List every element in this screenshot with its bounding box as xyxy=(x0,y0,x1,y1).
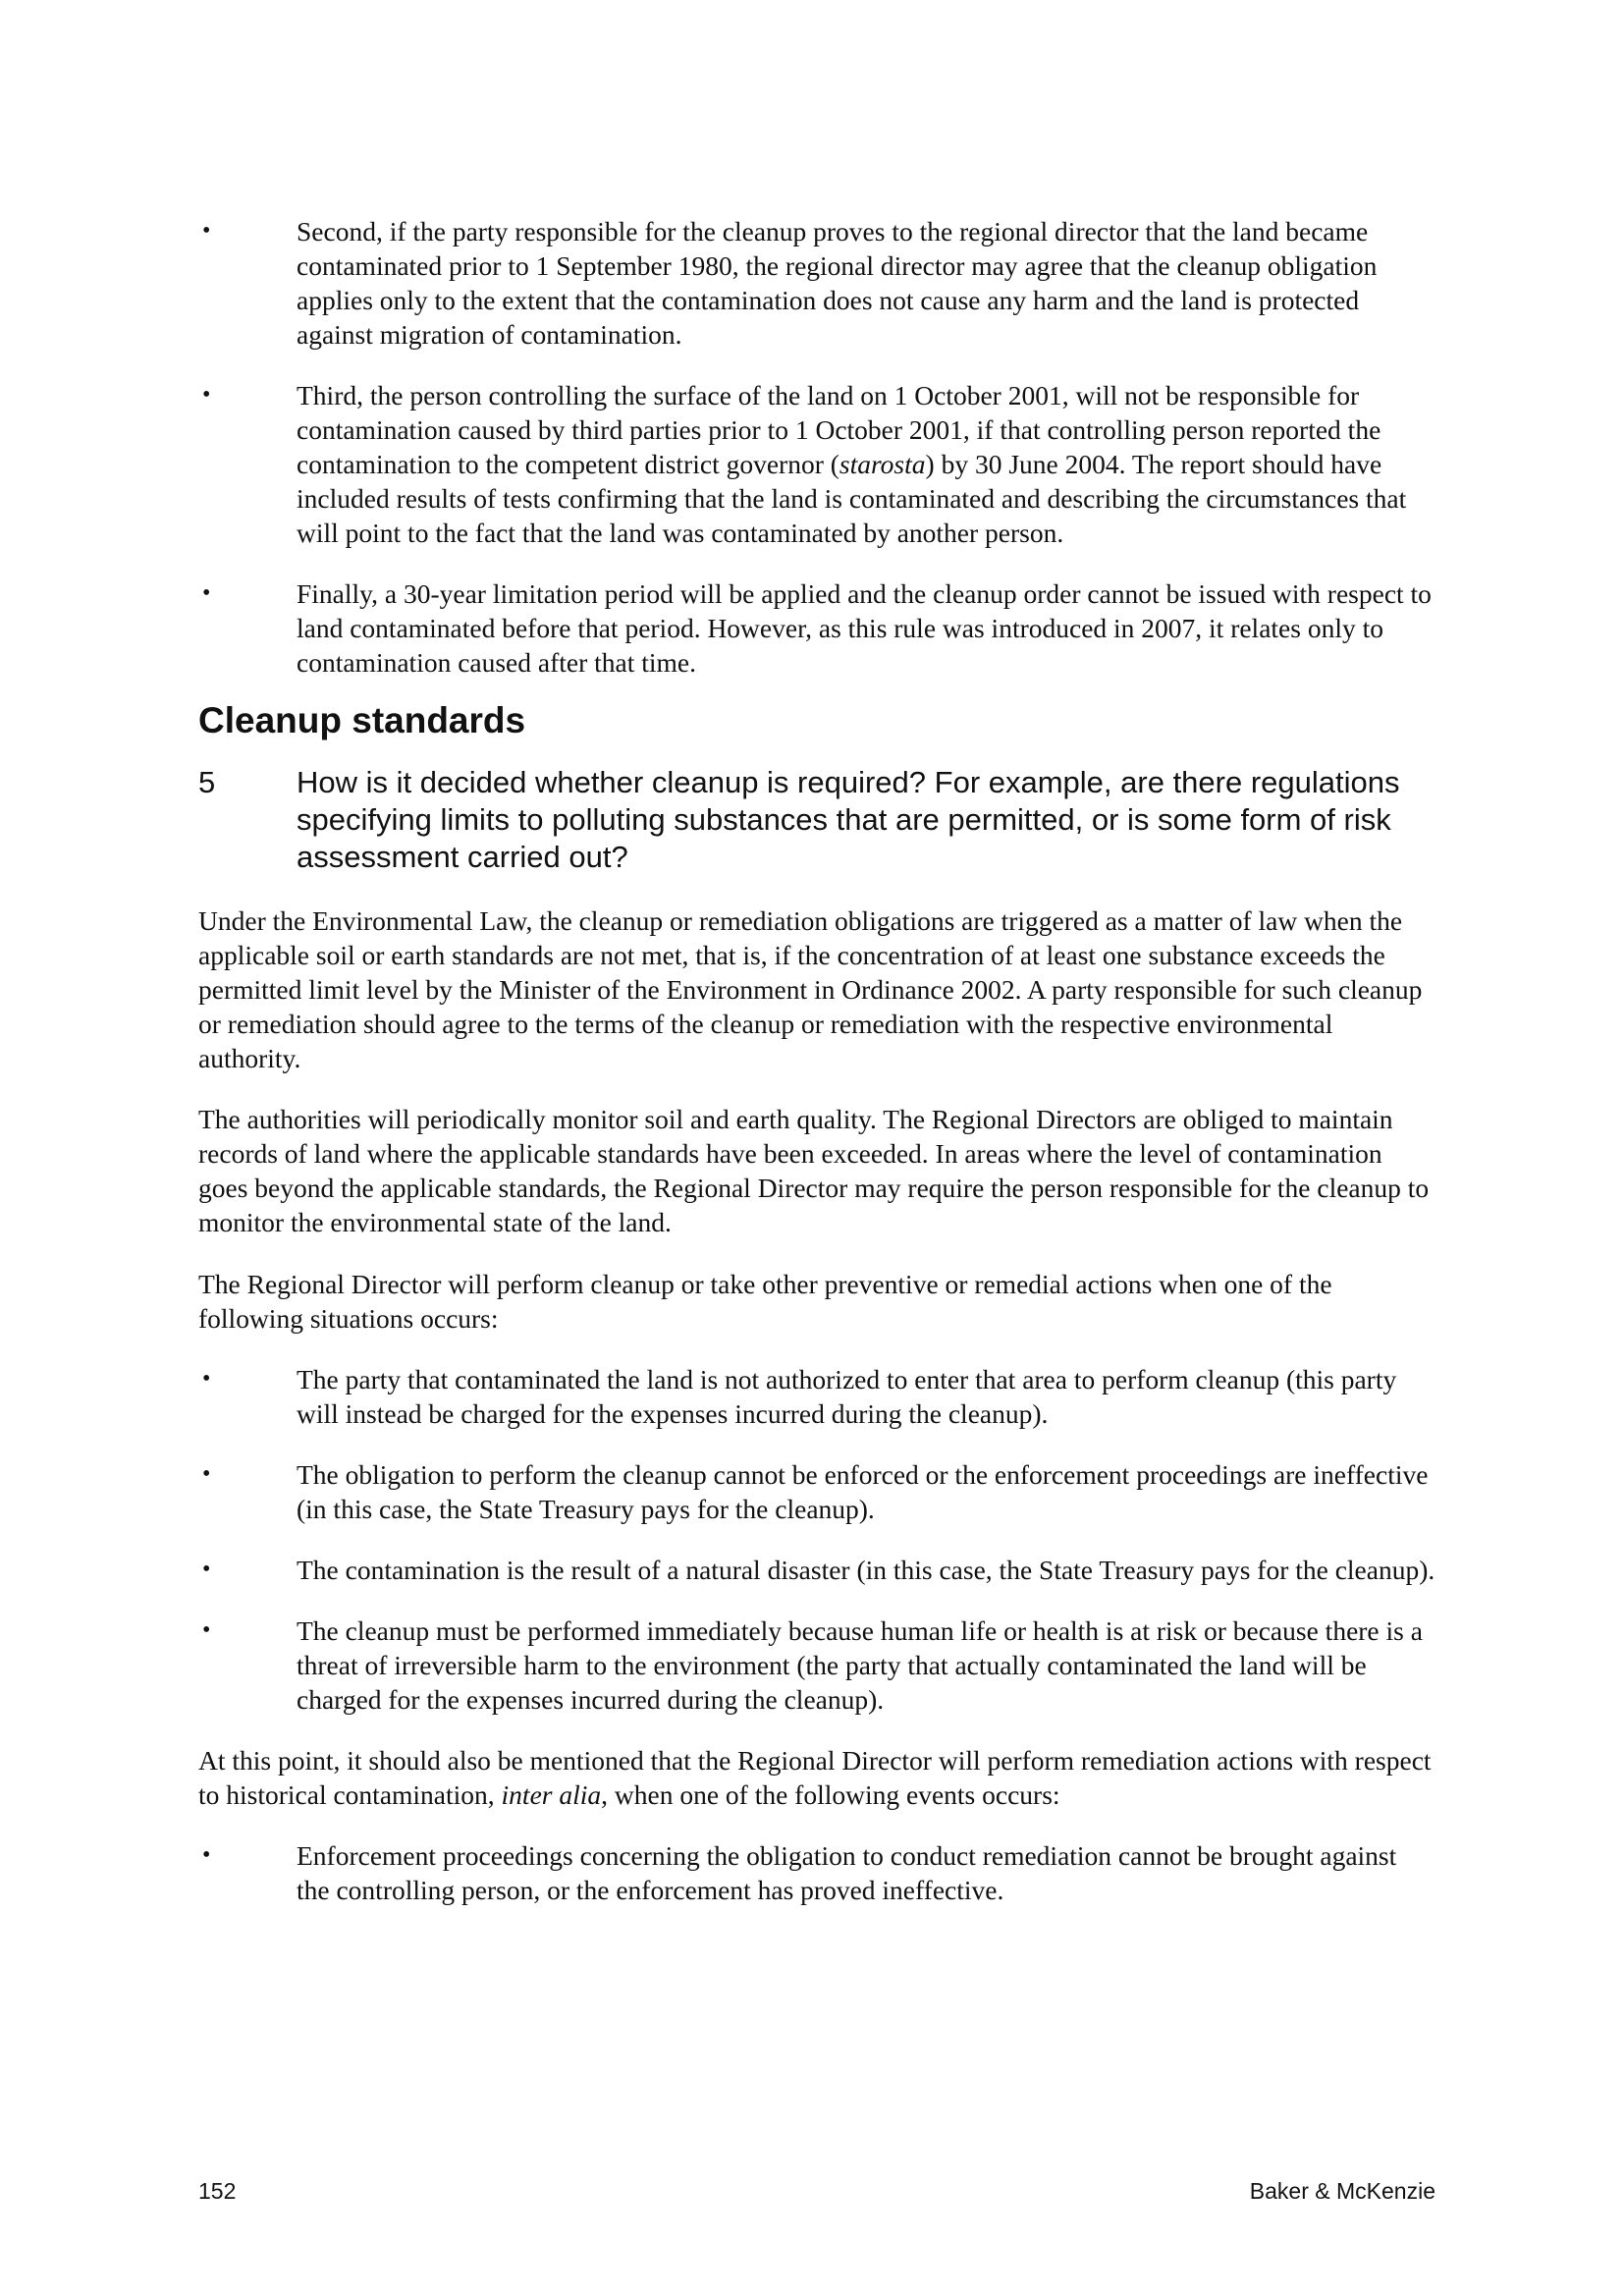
bullet-icon: • xyxy=(202,218,211,244)
bullet-item xyxy=(198,1457,1435,1526)
section-heading: Cleanup standards xyxy=(198,700,526,740)
question xyxy=(198,764,1435,876)
bullet-item xyxy=(198,1553,1435,1587)
question-text: How is it decided whether cleanup is required? For example, are there regulations specifying limits to polluting substances that are permitted, or is some form of risk assessment carried out? xyxy=(297,765,1400,874)
bullet-icon: • xyxy=(202,382,211,408)
question-number: 5 xyxy=(198,765,216,799)
bullet-text: Third, the person controlling the surface of the land on 1 October 2001, will not be responsible for contamination caused by third parties prior to 1 October 2001, if that controlling person reported the contamination to the competent district governor ( xyxy=(297,380,1381,479)
body-paragraph: The authorities will periodically monitor soil and earth quality. The Regional Directors are obliged to maintain records of land where the applicable standards have been exceeded. In areas where the level of contamination goes beyond the applicable standards, the Regional Director may require the person responsible for the cleanup to monitor the environmental state of the land. xyxy=(198,1104,1430,1237)
bullet-icon: • xyxy=(202,580,211,606)
body-paragraph: Under the Environmental Law, the cleanup or remediation obligations are triggered as a matter of law when the applicable soil or earth standards are not met, that is, if the concentration of at least one substance exceeds the permitted limit level by the Minister of the Environment in Ordinance 2002. A party responsible for such cleanup or remediation should agree to the terms of the cleanup or remediation with the respective environmental authority. xyxy=(198,904,1423,1073)
bullet-item xyxy=(198,576,1435,680)
firm-name: Baker & McKenzie xyxy=(1249,2178,1435,2204)
bullet-text: The obligation to perform the cleanup cannot be enforced or the enforcement proceedings are ineffective (in this case, the State Treasury pays for the cleanup). xyxy=(297,1458,1429,1524)
italic-term: starosta xyxy=(839,449,926,479)
bullet-icon: • xyxy=(202,1842,211,1868)
bullet-item xyxy=(198,378,1435,550)
bullet-text: ) by 30 June 2004. The report should have included results of tests confirming that the land is contaminated and describing the circumstances that will point to the fact that the land was contaminated by another person. xyxy=(297,449,1407,548)
page-footer xyxy=(198,2178,1435,2205)
bullet-text: Enforcement proceedings concerning the obligation to conduct remediation cannot be brought against the controlling person, or the enforcement has proved ineffective. xyxy=(297,1840,1397,1905)
italic-term: inter alia xyxy=(501,1779,602,1810)
paragraph-text: , when one of the following events occurs: xyxy=(601,1779,1060,1810)
bullet-icon: • xyxy=(202,1365,211,1392)
bullet-item xyxy=(198,1362,1435,1431)
bullet-text: The contamination is the result of a natural disaster (in this case, the State Treasury pays for the cleanup). xyxy=(297,1554,1435,1585)
bullet-text: Second, if the party responsible for the cleanup proves to the regional director that the land became contaminated prior to 1 September 1980, the regional director may agree that the cleanup obligation applies only to the extent that the contamination does not cause any harm and the land is protected against migration of contamination. xyxy=(297,216,1378,350)
bullet-text: The party that contaminated the land is not authorized to enter that area to perform cleanup (this party will instead be charged for the expenses incurred during the cleanup). xyxy=(297,1363,1397,1429)
document-page xyxy=(198,214,1435,1934)
bullet-icon: • xyxy=(202,1556,211,1582)
bullet-item xyxy=(198,1613,1435,1717)
body-paragraph: The Regional Director will perform cleanup or take other preventive or remedial actions when one of the following situations occurs: xyxy=(198,1268,1332,1334)
bullet-text: The cleanup must be performed immediately because human life or health is at risk or because there is a threat of irreversible harm to the environment (the party that actually contaminated the land will be charged for the expenses incurred during the cleanup). xyxy=(297,1614,1423,1715)
bullet-item xyxy=(198,1838,1435,1907)
bullet-icon: • xyxy=(202,1616,211,1643)
page-number: 152 xyxy=(198,2178,237,2204)
bullet-icon: • xyxy=(202,1460,211,1487)
paragraph-text: At this point, it should also be mentioned that the Regional Director will perform remediation actions with respect to historical contamination, xyxy=(198,1745,1432,1810)
body-paragraph xyxy=(198,1743,1435,1812)
bullet-text: Finally, a 30-year limitation period will be applied and the cleanup order cannot be issued with respect to land contaminated before that period. However, as this rule was introduced in 2007, it relates only to contamination caused after that time. xyxy=(297,578,1432,678)
bullet-item xyxy=(198,214,1435,352)
